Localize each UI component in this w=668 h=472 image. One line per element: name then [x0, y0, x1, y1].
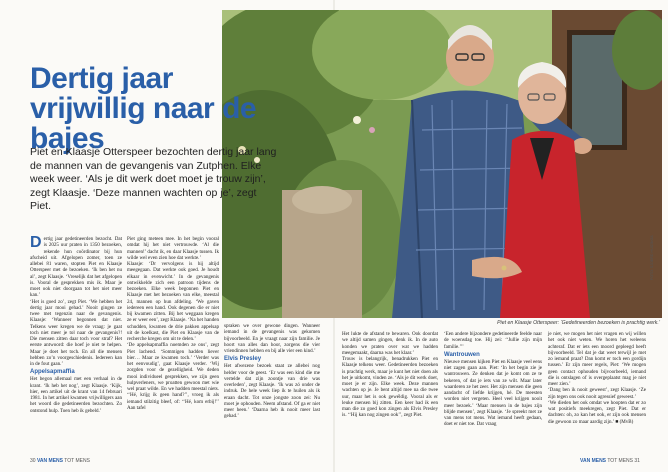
paragraph: spraken we over gewone dingen. Wanneer iemand in de gevangenis was gekomen bijvoorbeeld. En je vraagt naar zijn familie. Je hoort van alles dan hoor, zorgens die vier vriendinnen hebben en bij alle vier een kind.’	[224, 323, 320, 354]
lead-paragraph: Piet en Klaasje Otterspeer bezochten dertig jaar lang de mannen van de gevangenis van Zutphen. Elke week weer. ‘Als je dit werk doet moet je trouw zijn’, zegt Klaasje. ‘Deze mannen wachten op je’, zegt Piet.	[30, 146, 277, 212]
paragraph: ‘Het is goed zo’, zegt Piet. ‘We hebben het dertig jaar mooi gehad.’ Nooit gingen ze twee met tegenzin naar de gevangenis. Klaasje: ‘Wanneer begonnen dat niet. Telkens weer kregen we de vraag: je gaat toch niet meer je tol naar de gevangenis?! Die mensen zitten daar toch voor straf? Het eerste antwoord: die hoef je niet te helpen. Maar je doet het toch. En all die mensen hebben zo’n voorgeschiedenis. Iedereen kan in de fout gaan.’	[30, 298, 122, 367]
paragraph: Het lukte de afstand te bewaren. Ook doordat we altijd samen gingen, denk ik. In de auto konden we praten over wat we hadden meegemaakt, daarna was het klaar.’	[342, 331, 438, 356]
article-column-1	[30, 236, 122, 446]
page-number: 30	[30, 458, 36, 464]
magazine-name: VAN MENS	[580, 458, 607, 464]
article-column-4	[342, 331, 438, 448]
paragraph: je niet, we mogen het niet vragen en wij willen het ook niet weten. We horen het weleens achteraf. Dat er iets een moord gepleegd heeft bijvoorbeeld. Tel dat je dat weet terwijl je met zo iemand praat? Dan komt er toch een gordijn tussen.’ Er zijn meer regels, Piet: ‘We mogen geen contact ophouden bijvoorbeeld, iemand die is ontslagen of is overgeplaatst mag je niet meer zien.’	[548, 331, 646, 387]
article-column-3	[224, 323, 320, 448]
page-number: 31	[634, 458, 640, 464]
magazine-tagline: TOT MENS	[64, 458, 90, 464]
footer-right	[580, 458, 640, 464]
paragraph: Piet ging meteen mee. In het begin vooral omdat hij het niet vertrouwde. ‘Al die mannen!’ dacht ik, en daar Klaasje tussen. Ik wilde wel even zien hoe dat werkte.’	[127, 236, 219, 261]
article-column-2	[127, 236, 219, 446]
magazine-name: VAN MENS	[36, 458, 63, 464]
paragraph: ‘Een andere bijzondere gedetineerde feelde naar de woensdag toe. Hij zei: ‘‘Jullie zijn mijn familie.’’’	[444, 331, 542, 350]
headline: Dertig jaar vrijwillig naar de bajes	[30, 62, 257, 155]
couple-photo	[222, 10, 662, 318]
drop-cap: D	[30, 234, 42, 251]
paragraph: ‘We dieden het ook omdat we hoopten dat er zo wat positiefs meekregen, zegt Piet. Dat er dachten: oh, zo kan het ook, er zijn ook mensen die gewoon zo maar aardig zijn.’ ■ (MvB)	[548, 399, 646, 425]
article-column-6	[548, 331, 646, 448]
article-column-5	[444, 331, 542, 448]
paragraph: Het afwezene bezoek staat ze allebei nog helder voor de geest. ‘Er was een kind die me vertelde dat zijn zoontje van drie was overleden’, zegt Klaasje. ‘Ik was zó onder de indruk. De hele week liep ik te huilen als ik eraan dacht. Tot onze jongste zoon zei: Nu moet je ophouden. Neem afstand. Of ga er niet meer heen.’ ‘Daarna heb ik nooit meer last gehad.’	[224, 363, 320, 420]
magazine-tagline: TOT MENS	[607, 458, 633, 464]
subheading: Elvis Presley	[224, 356, 262, 363]
paragraph: Het begon allemaal met een verhaal in de krant. ‘Ik heb het nog’, zegt Klaasje. ‘Kijk, hier, een artikel uit de krant van 14 februari 1981. In het artikel kwamen vrijwilligers aan het woord die gedetineerden bezochten. Zo ontstond hulp. Toen heb ik gebeld.’	[30, 376, 122, 414]
photo-credit: FOTO: SJOERD HUIZINGA	[650, 235, 654, 280]
photo-caption: Piet en Klaasje Otterspeer: ‘Gedetineerden bezoeken is prachtig werk.’	[497, 320, 660, 326]
photo-illustration	[222, 10, 662, 318]
footer-left	[30, 458, 90, 464]
paragraph: Klaasje: ‘Dr vervolgens is hij altijd meegegaan. Dat werkte ook goed. Je houdt elkaar in evenwicht.’ In de gevangenis ontwikkelde zich een patroon tijdens de bezoeken. Elke week begonnen Piet en Klaasje met het bezoeken van elke, meestal 24, mannen op hun afdeling. ‘We gaven iedereen een hand. Ook degenen die er niet bij kwamen zitten. Bij het weggaan kregen ze er weer een’, zegt Klaasje. ‘Na het handen schudden, kwamen de drie pakken appelsap uit de koelkast, die Piet en Klaasje van de recherche kregen om uit te delen.’	[127, 261, 219, 342]
paragraph: ‘Dang ben ik nooit geweest’, zegt Klaasje. ‘Ze zijn tegen ons ook nooit agressief geweest.’	[548, 387, 646, 400]
subheading: Appelsapmaffia	[30, 369, 75, 376]
subheading: Wantrouwen	[444, 351, 480, 358]
paragraph: Trouw is belangrijk, benadrukken Piet en Klaasje telkens weer. Gedetineerden bezoeken is prachtig werk, maar je kunt het niet doen als het je uitkomt, vinden ze. ‘Als je dit werk doet, moet je er zijn. Elke week. Deze mannen wachten op je. Je bent altijd mee na die twee uur, maar het is ook gewéldig. Vooral als er leuke mensen bij zitten. Een keer had ik een man die zo goed kon zingen als Elvis Presley is. ‘‘Hij kan nog zingen ook’’, zegt Piet.	[342, 356, 438, 419]
paragraph: Nieuwe mensen kijken Piet en Klaasje veel eens niet zagen gaan aan. Piet: ‘In het begin zie je wantrouwen. Ze denken dat je komt om ze te bekeren, of dat je iets van ze wilt. Maar later waarderen ze het zeer. Het zijn mensen die geen aandacht of liefde krijgen, hé. De meesten worden niet vergeten. Heel veel krijgen nooit meer bezoek.’ ‘Maar mensen in de bajes zijn blijde mensen’, zegt Klaasje. ‘Je spreekt met ze van mens tot mens. Wat iemand heeft gedaan, doet er niet toe. Dat vraag	[444, 358, 542, 428]
paragraph: ‘De appelsapmaffia noemden ze ons’, zegt Piet lachend. ‘Sommigen hadden liever bier… Maar ze kwamen toch.’ ‘Verder was het eenvoudig’, gaat Klaasje verder. ‘Wij zorgden voor de gezelligheid. We deden mooi individueel gesprekken, we zijn geen hulpverleners, we proatten gewoon met wie wel praat wilde. En we hadden meestal niets. ‘‘Hé, krijg ik geen hand?’’, vroeg ik als iemand stilzitig bleef, of: ‘‘Hé, kom erbij!’’ Aan tafel	[127, 342, 219, 411]
paragraph: ertig jaar gedetineerden bezocht. Dat is 2025 uur praten in 1350 bezoeken, rekende hun coördinator bij hun afscheid uit. Afgelopen zomer, toen ze allebei 81 waren, stopten Piet en Klaasje Otterspeer met de bezoeken. ‘Ik ben het nu al’, zegt Klaasje. ‘Vreselijk dat het afgelopen is. Vooral de gesprekken mis ik. Maar je moet ook niet doorgaan tot het niet meer kan.’	[30, 236, 122, 299]
